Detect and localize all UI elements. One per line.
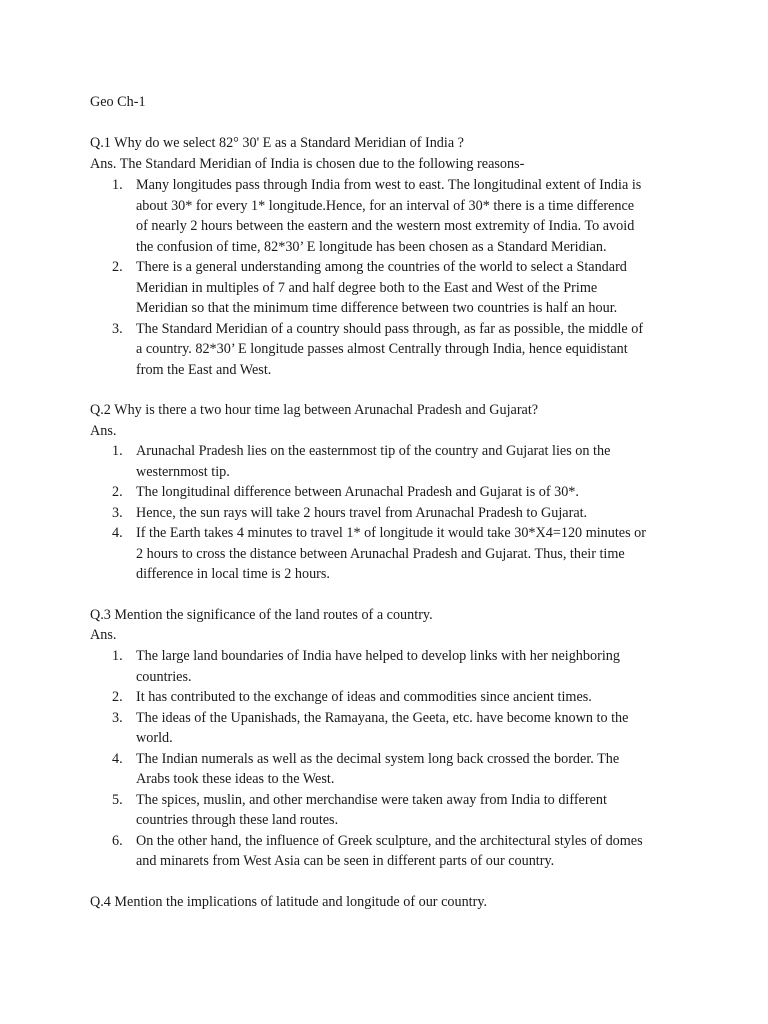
list-item (90, 175, 690, 257)
list-item (90, 831, 690, 872)
list-line: The large land boundaries of India have helped to develop links with her neighboring (136, 648, 620, 664)
list-line: Many longitudes pass through India from west to east. The longitudinal extent of India is (136, 177, 642, 193)
list-item (90, 790, 690, 831)
answer-2-list (90, 441, 690, 585)
answer-3-label: Ans. (90, 627, 117, 643)
list-line: The Indian numerals as well as the decimal system long back crossed the border. The (136, 750, 620, 767)
list-line: the confusion of time, 82*30’ E longitude has been chosen as a Standard Meridian. (136, 238, 607, 255)
question-4: Q.4 Mention the implications of latitude and longitude of our country. (90, 894, 488, 910)
answer-2-label: Ans. (90, 423, 117, 439)
list-line: Hence, the sun rays will take 2 hours travel from Arunachal Pradesh to Gujarat. (136, 504, 588, 521)
list-number: 3. (112, 709, 123, 726)
list-number: 4. (112, 525, 123, 541)
list-line: It has contributed to the exchange of ideas and commodities since ancient times. (136, 689, 592, 705)
list-item (90, 523, 690, 585)
list-line: about 30* for every 1* longitude.Hence, for an interval of 30* there is a time difference (136, 197, 635, 214)
list-line: 2 hours to cross the distance between Arunachal Pradesh and Gujarat. Thus, their time (136, 545, 625, 562)
list-line: countries through these land routes. (136, 812, 339, 828)
list-item (90, 687, 690, 708)
question-1: Q.1 Why do we select 82° 30' E as a Standard Meridian of India ? (90, 135, 464, 151)
list-line: difference in local time is 2 hours. (136, 566, 330, 582)
list-line: The longitudinal difference between Arunachal Pradesh and Gujarat is of 30*. (136, 484, 579, 500)
list-number: 5. (112, 791, 123, 808)
answer-1-label: Ans. The Standard Meridian of India is chosen due to the following reasons- (90, 156, 525, 172)
list-line: of nearly 2 hours between the eastern and the western most extremity of India. To avoid (136, 218, 635, 234)
list-line: world. (136, 730, 173, 746)
list-number: 2. (112, 484, 123, 500)
list-item (90, 257, 690, 319)
list-line: Meridian so that the minimum time difference between two countries is half an hour. (136, 300, 618, 316)
list-number: 2. (112, 259, 123, 275)
list-item (90, 441, 690, 482)
list-number: 3. (112, 504, 123, 521)
list-line: a country. 82*30’ E longitude passes almost Centrally through India, hence equidistant (136, 341, 628, 357)
list-line: Arabs took these ideas to the West. (136, 771, 335, 787)
list-number: 1. (112, 177, 123, 193)
list-line: Arunachal Pradesh lies on the easternmost tip of the country and Gujarat lies on the (136, 443, 611, 459)
list-number: 3. (112, 320, 123, 337)
list-line: The spices, muslin, and other merchandise were taken away from India to different (136, 791, 607, 808)
list-line: from the East and West. (136, 361, 272, 378)
list-item (90, 319, 690, 381)
answer-1-list (90, 175, 690, 380)
list-number: 6. (112, 832, 123, 849)
list-line: and minarets from West Asia can be seen in different parts of our country. (136, 853, 555, 869)
answer-3-list (90, 646, 690, 872)
list-line: westernmost tip. (136, 463, 230, 480)
list-line: The ideas of the Upanishads, the Ramayana, the Geeta, etc. have become known to the (136, 709, 629, 726)
list-number: 1. (112, 443, 123, 459)
list-line: If the Earth takes 4 minutes to travel 1* of longitude it would take 30*X4=120 minutes or (136, 525, 646, 541)
list-item (90, 482, 690, 503)
list-number: 1. (112, 648, 123, 664)
list-item (90, 708, 690, 749)
list-item (90, 749, 690, 790)
list-number: 2. (112, 689, 123, 705)
list-item (90, 503, 690, 524)
question-3: Q.3 Mention the significance of the land routes of a country. (90, 607, 433, 623)
list-line: Meridian in multiples of 7 and half degree both to the East and West of the Prime (136, 279, 598, 296)
document-title: Geo Ch-1 (90, 94, 146, 110)
list-item (90, 646, 690, 687)
question-2: Q.2 Why is there a two hour time lag between Arunachal Pradesh and Gujarat? (90, 402, 539, 418)
list-line: On the other hand, the influence of Greek sculpture, and the architectural styles of domes (136, 832, 643, 849)
list-number: 4. (112, 750, 123, 767)
list-line: The Standard Meridian of a country should pass through, as far as possible, the middle of (136, 320, 644, 337)
list-line: countries. (136, 668, 192, 685)
list-line: There is a general understanding among the countries of the world to select a Standard (136, 259, 627, 275)
